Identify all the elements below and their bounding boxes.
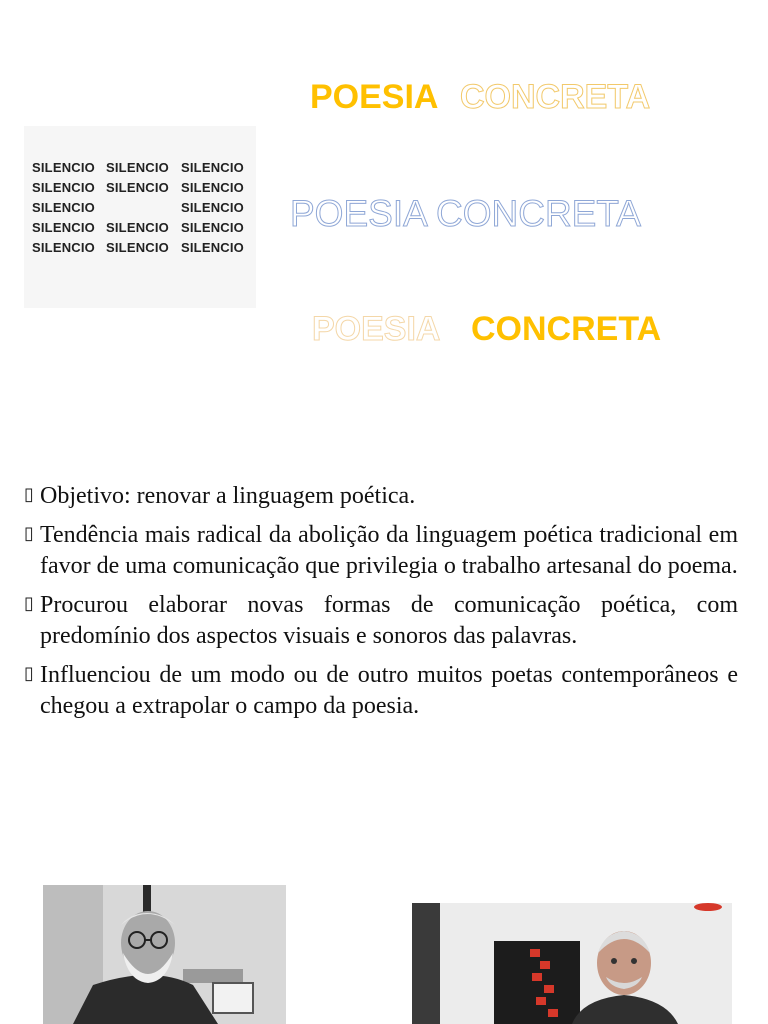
poem-word: SILENCIO <box>32 200 95 215</box>
bullet-marker-icon: ▯ <box>24 523 34 544</box>
poet-portrait-left-icon <box>43 885 286 1024</box>
list-item <box>24 660 738 722</box>
poem-word: SILENCIO <box>32 160 95 175</box>
poem-word: SILENCIO <box>181 220 244 235</box>
bullet-text: Tendência mais radical da abolição da linguagem poética tradicional em favor de uma comunicação que privilegia o trabalho artesanal do poema. <box>40 522 738 579</box>
bullet-marker-icon: ▯ <box>24 663 34 684</box>
title-concreta-3: CONCRETA <box>471 310 662 348</box>
poem-word: SILENCIO <box>32 180 95 195</box>
poem-word: SILENCIO <box>181 160 244 175</box>
poet-portrait-right-icon <box>412 903 732 1024</box>
poem-word: SILENCIO <box>32 220 95 235</box>
poet-photo-right <box>412 903 732 1024</box>
list-item <box>24 590 738 652</box>
bullet-marker-icon: ▯ <box>24 484 34 505</box>
title-poesia-concreta-2-outline: POESIA CONCRETA <box>290 193 641 234</box>
poem-word: SILENCIO <box>181 200 244 215</box>
poem-word: SILENCIO <box>181 240 244 255</box>
bullet-text: Procurou elaborar novas formas de comunicação poética, com predomínio dos aspectos visuais e sonoros das palavras. <box>40 592 738 649</box>
list-item <box>24 520 738 582</box>
list-item <box>24 481 738 512</box>
silencio-grid <box>32 160 255 256</box>
poem-word: SILENCIO <box>106 180 169 195</box>
title-poesia-1: POESIA <box>310 78 439 116</box>
poem-gap <box>106 200 181 216</box>
bullet-text: Objetivo: renovar a linguagem poética. <box>40 483 416 509</box>
poem-word: SILENCIO <box>106 220 169 235</box>
bullet-list <box>24 481 738 730</box>
silencio-poem-image <box>24 126 256 308</box>
poem-word: SILENCIO <box>181 180 244 195</box>
poem-word: SILENCIO <box>106 240 169 255</box>
title-poesia-3-outline: POESIA <box>312 310 441 348</box>
bullet-text: Influenciou de um modo ou de outro muitos poetas contemporâneos e chegou a extrapolar o campo da poesia. <box>40 662 738 719</box>
title-concreta-1-outline: CONCRETA <box>460 78 651 116</box>
poem-word: SILENCIO <box>106 160 169 175</box>
poem-word: SILENCIO <box>32 240 95 255</box>
poet-photo-left <box>43 885 286 1024</box>
bullet-marker-icon: ▯ <box>24 593 34 614</box>
